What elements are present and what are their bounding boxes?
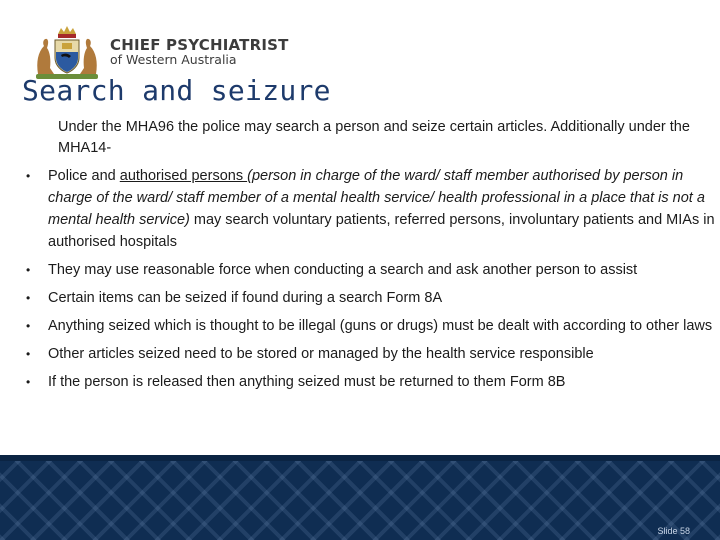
- slide-number: Slide 58: [657, 526, 690, 536]
- footer-strip: [0, 455, 720, 461]
- bullet-marker: •: [26, 319, 31, 333]
- bullet-other-articles: [20, 343, 715, 365]
- bullet-text-pre: Police and: [48, 168, 120, 184]
- bullet-text: Certain items can be seized if found during a search Form 8A: [48, 290, 443, 306]
- slide-title: Search and seizure: [22, 74, 331, 107]
- bullet-text: Anything seized which is thought to be illegal (guns or drugs) must be dealt with according to other laws: [48, 318, 713, 334]
- bullet-marker: •: [26, 169, 31, 183]
- bullet-marker: •: [26, 291, 31, 305]
- bullet-marker: •: [26, 347, 31, 361]
- intro-paragraph: Under the MHA96 the police may search a person and seize certain articles. Additionally under the MHA14-: [58, 119, 690, 156]
- bullet-returned-items: [20, 371, 715, 393]
- authorised-persons-definition: (person in charge of the ward/ staff member authorised by person in charge of the ward/ staff member of a mental health service/ health professional in a place that is not a mental health service): [48, 168, 705, 228]
- bullet-text-post: may search voluntary patients, referred persons, involuntary patients and MIAs in authorised hospitals: [48, 212, 715, 250]
- header: [30, 22, 289, 82]
- bullet-authorised-persons: [20, 165, 715, 253]
- bullet-list: [20, 165, 715, 399]
- bullet-marker: •: [26, 375, 31, 389]
- organisation-name: [110, 35, 289, 68]
- org-name-line1: CHIEF PSYCHIATRIST: [110, 35, 289, 54]
- coat-of-arms-icon: [30, 22, 104, 82]
- bullet-text: If the person is released then anything seized must be returned to them Form 8B: [48, 374, 566, 390]
- org-name-line2: of Western Australia: [110, 52, 237, 68]
- bullet-reasonable-force: [20, 259, 715, 281]
- bullet-text: Other articles seized need to be stored or managed by the health service responsible: [48, 346, 594, 362]
- bullet-marker: •: [26, 263, 31, 277]
- authorised-persons-term: authorised persons: [119, 168, 248, 184]
- bullet-illegal-items: [20, 315, 715, 337]
- bullet-text: They may use reasonable force when conducting a search and ask another person to assist: [48, 262, 638, 278]
- bullet-items-seized: [20, 287, 715, 309]
- footer-banner: [0, 455, 720, 540]
